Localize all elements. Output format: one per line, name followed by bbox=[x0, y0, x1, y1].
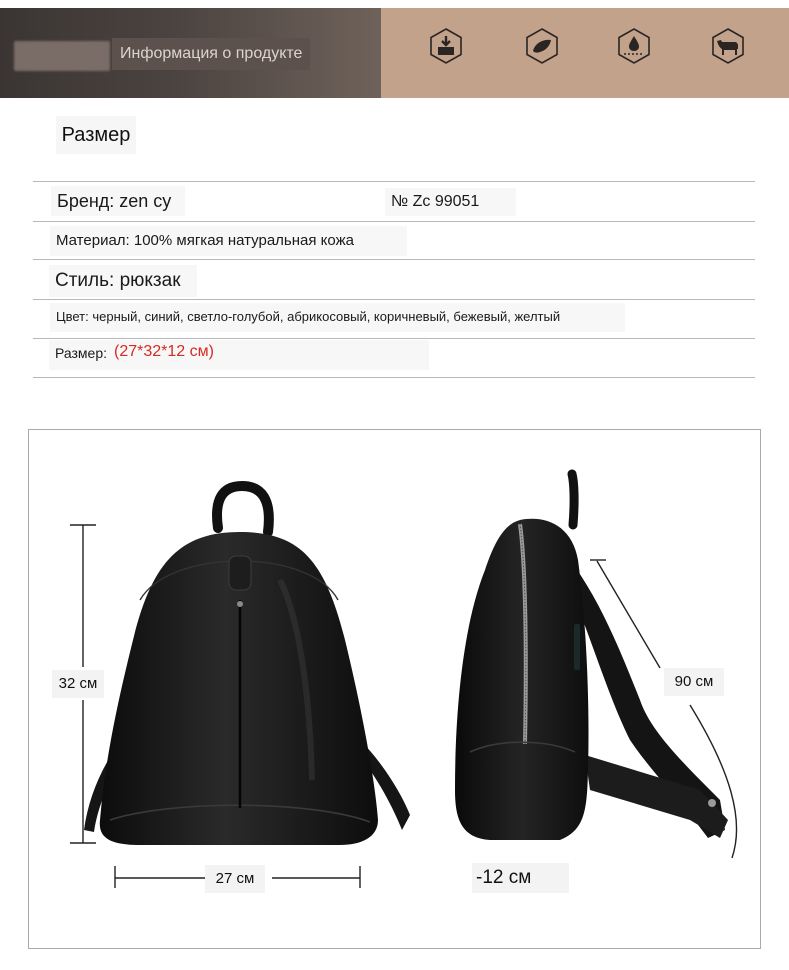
depth-label: -12 см bbox=[472, 863, 569, 893]
backpack-front-view bbox=[84, 486, 410, 845]
side-handle bbox=[572, 474, 574, 525]
spec-model: № Zc 99051 bbox=[391, 193, 480, 210]
bag-handle bbox=[217, 486, 269, 532]
spec-colors: Цвет: черный, синий, светло-голубой, абрикосовый, коричневый, бежевый, желтый bbox=[56, 309, 561, 324]
width-label: 27 см bbox=[205, 865, 265, 893]
spec-brand: Бренд: zen cy bbox=[57, 191, 172, 211]
zipper-pull bbox=[237, 601, 243, 607]
strap-length-label: 90 см bbox=[664, 668, 724, 696]
section-title: Размер bbox=[56, 116, 136, 154]
spec-style: Стиль: рюкзак bbox=[55, 270, 181, 291]
banner-title: Информация о продукте bbox=[112, 38, 310, 70]
spec-size-label: Размер: bbox=[55, 345, 108, 361]
zipper-tab bbox=[229, 556, 251, 590]
strap-buckle bbox=[708, 799, 716, 807]
side-zipper-pull bbox=[574, 624, 580, 670]
backpack-side-view bbox=[455, 474, 728, 840]
spec-size-value: (27*32*12 см) bbox=[114, 343, 214, 360]
bag-body-side bbox=[455, 519, 589, 840]
spec-material: Материал: 100% мягкая натуральная кожа bbox=[56, 232, 354, 249]
height-label: 32 см bbox=[52, 670, 104, 698]
